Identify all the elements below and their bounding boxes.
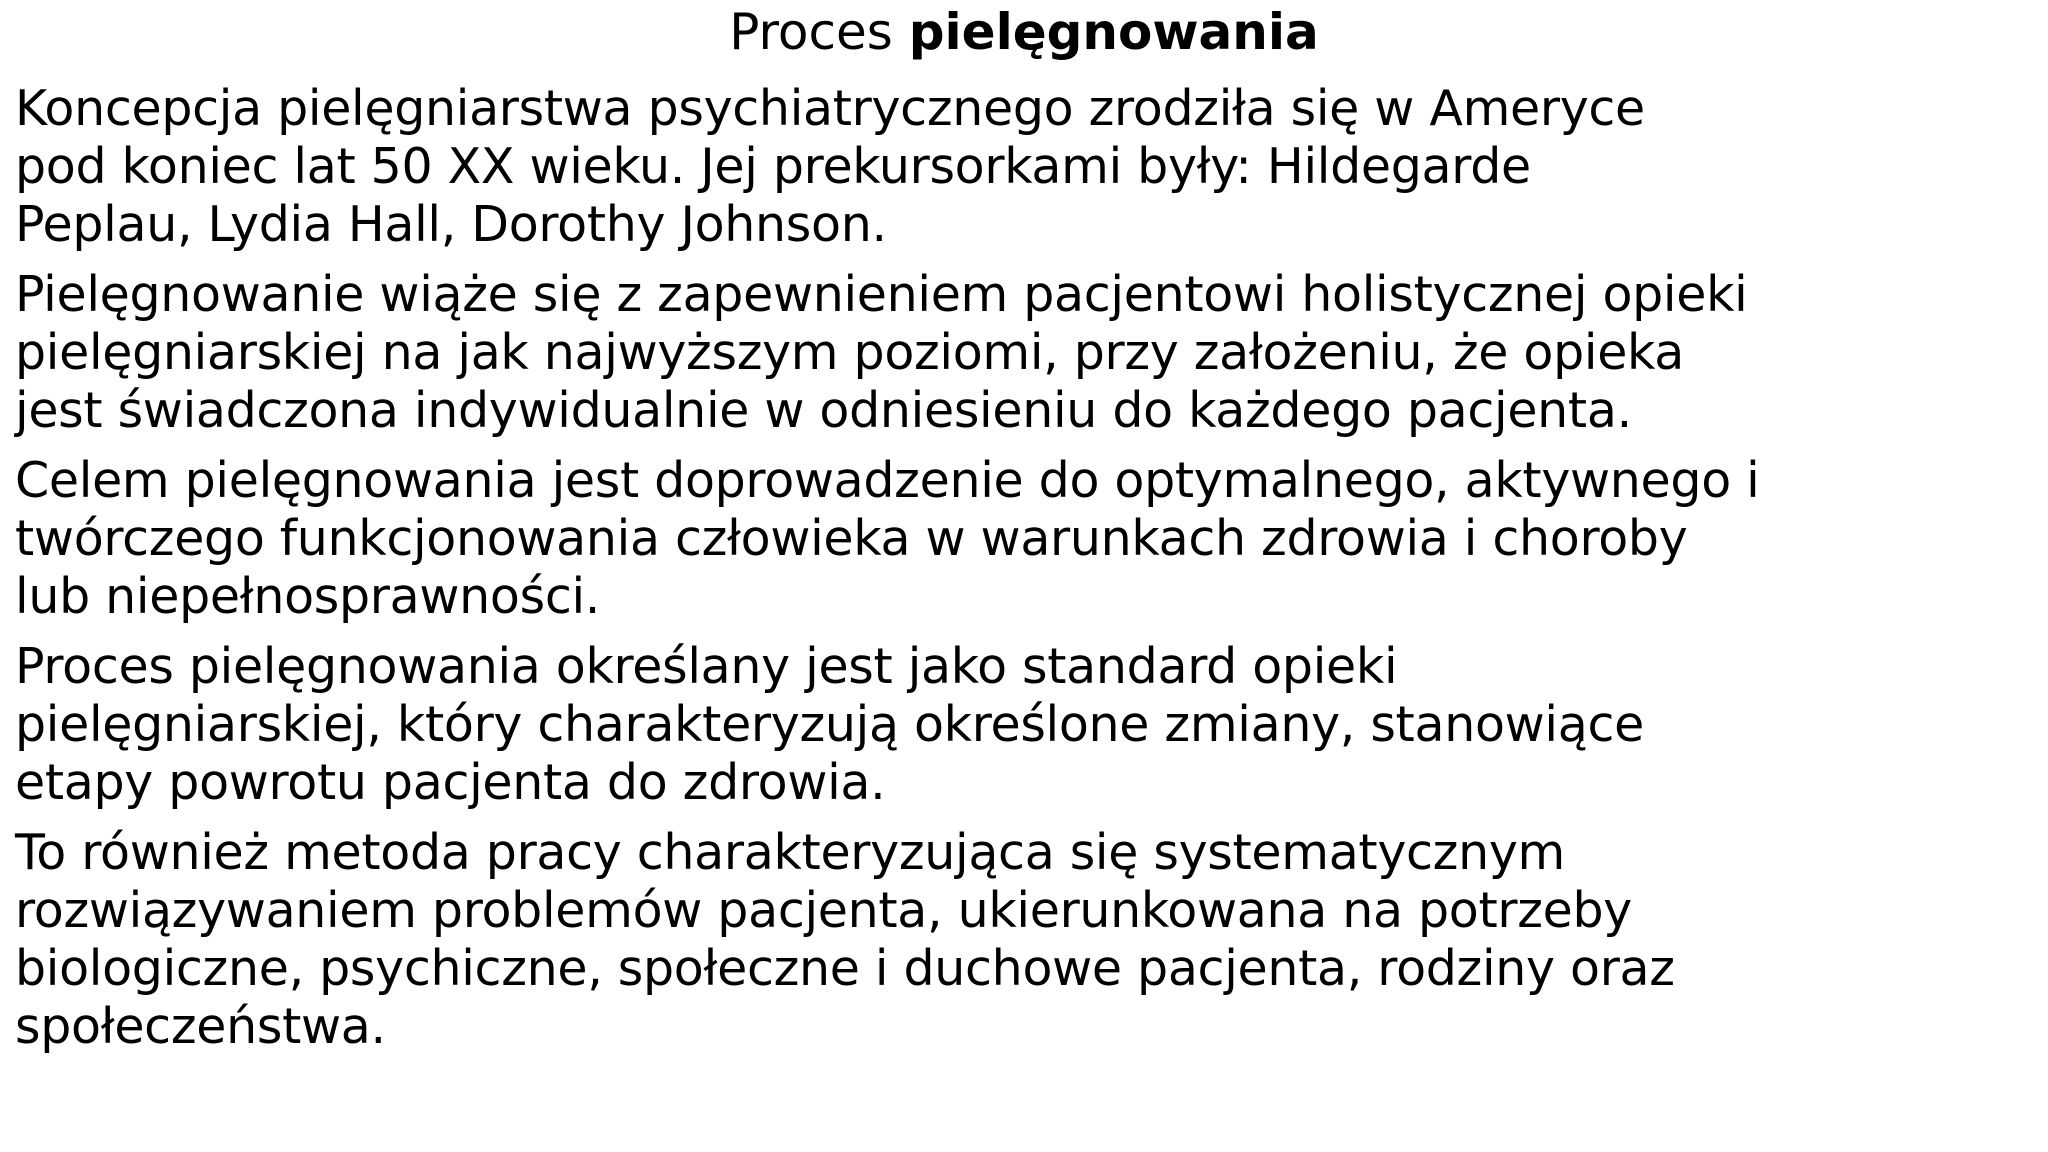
paragraph-line: etapy powrotu pacjenta do zdrowia. — [15, 754, 886, 811]
paragraph-line: To również metoda pracy charakteryzująca się systematycznym — [15, 824, 1565, 881]
paragraph-line: Celem pielęgnowania jest doprowadzenie do optymalnego, aktywnego i — [15, 452, 1760, 509]
paragraph-line: lub niepełnosprawności. — [15, 568, 601, 625]
slide-title-emphasis: pielęgnowania — [908, 3, 1319, 61]
slide-title — [0, 0, 2048, 64]
paragraph-holistic-care — [15, 266, 2035, 440]
paragraph-method — [15, 824, 2035, 1056]
paragraph-line: Proces pielęgnowania określany jest jako standard opieki — [15, 638, 1398, 695]
paragraph-line: pielęgniarskiej, który charakteryzują określone zmiany, stanowiące — [15, 696, 1644, 753]
paragraph-line: rozwiązywaniem problemów pacjenta, ukierunkowana na potrzeby — [15, 882, 1632, 939]
paragraph-line: Pielęgnowanie wiąże się z zapewnieniem pacjentowi holistycznej opieki — [15, 266, 1748, 323]
paragraph-line: Peplau, Lydia Hall, Dorothy Johnson. — [15, 196, 887, 253]
paragraph-standard — [15, 638, 2035, 812]
paragraph-line: pielęgniarskiej na jak najwyższym poziomi, przy założeniu, że opieka — [15, 324, 1684, 381]
paragraph-line: twórczego funkcjonowania człowieka w warunkach zdrowia i choroby — [15, 510, 1688, 567]
paragraph-line: społeczeństwa. — [15, 998, 386, 1055]
paragraph-line: pod koniec lat 50 XX wieku. Jej prekursorkami były: Hildegarde — [15, 138, 1531, 195]
slide-title-prefix: Proces — [729, 3, 893, 61]
paragraph-line: jest świadczona indywidualnie w odniesieniu do każdego pacjenta. — [15, 382, 1632, 439]
paragraph-line: biologiczne, psychiczne, społeczne i duchowe pacjenta, rodziny oraz — [15, 940, 1675, 997]
slide-body — [15, 80, 2035, 1068]
paragraph-line: Koncepcja pielęgniarstwa psychiatrycznego zrodziła się w Ameryce — [15, 80, 1645, 137]
paragraph-goal — [15, 452, 2035, 626]
paragraph-history — [15, 80, 2035, 254]
